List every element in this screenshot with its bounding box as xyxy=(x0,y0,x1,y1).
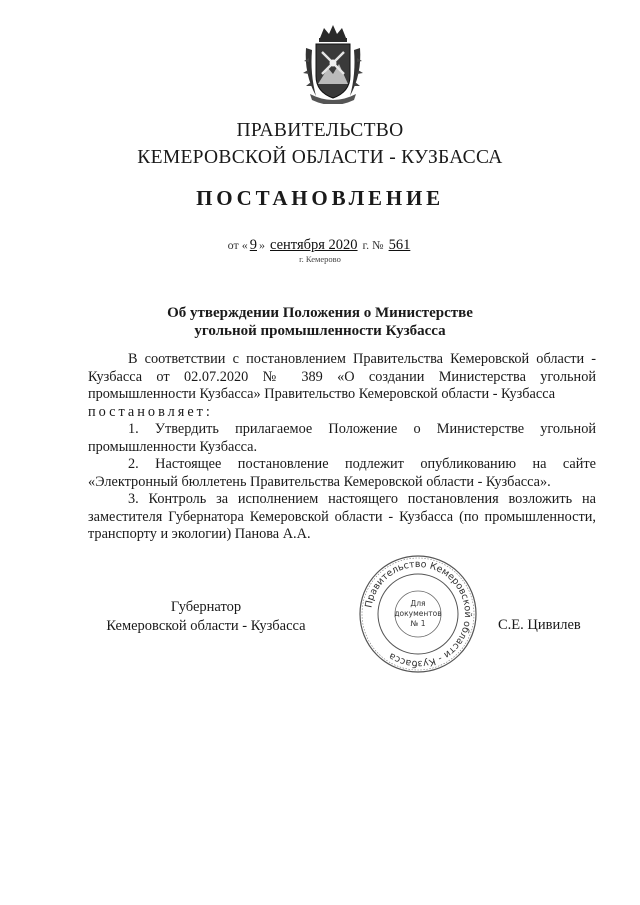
official-stamp xyxy=(358,554,478,674)
subject-line1: Об утверждении Положения о Министерстве xyxy=(167,305,473,321)
document-city: г. Кемерово xyxy=(299,254,341,264)
stamp-center-line1: Для xyxy=(410,599,426,608)
body-item-2: 2. Настоящее постановление подлежит опубликованию на сайте «Электронный бюллетень Правительства Кемеровской области - Кузбасса». xyxy=(88,456,596,490)
signatory-title xyxy=(96,598,316,636)
stamp-ring-text: Правительство Кемеровской области - Кузбасса xyxy=(363,558,474,670)
coat-of-arms-emblem xyxy=(302,24,364,104)
signatory-name: С.Е. Цивилев xyxy=(498,617,581,633)
number-sign: № xyxy=(372,238,384,252)
stamp-center-line2: документов xyxy=(394,609,442,618)
body-item-3: 3. Контроль за исполнением настоящего постановления возложить на заместителя Губернатора Кемеровской области - Кузбасса (по промышленности, транспорту и экологии) Панова А.А. xyxy=(88,491,596,542)
date-day: 9 xyxy=(249,237,257,253)
stamp-center-line3: № 1 xyxy=(410,619,426,628)
body-item-1: 1. Утвердить прилагаемое Положение о Министерстве угольной промышленности Кузбасса. xyxy=(88,421,596,455)
subject-line2: угольной промышленности Кузбасса xyxy=(194,322,446,339)
document-number: 561 xyxy=(388,237,411,253)
government-title-line2: КЕМЕРОВСКОЙ ОБЛАСТИ - КУЗБАССА xyxy=(137,147,503,168)
date-prefix: от « xyxy=(227,238,248,252)
body-decrees: постановляет: xyxy=(88,403,213,420)
document-body xyxy=(88,351,596,544)
date-year-suffix: г. xyxy=(362,238,370,252)
signatory-title-line1: Губернатор xyxy=(170,599,242,615)
date-quote-close: » xyxy=(259,238,265,252)
government-title-line1: ПРАВИТЕЛЬСТВО xyxy=(236,120,404,141)
document-type-heading: ПОСТАНОВЛЕНИЕ xyxy=(196,186,444,210)
body-intro: В соответствии с постановлением Правительства Кемеровской области - Кузбасса от 02.07.2020 № 389 «О создании Министерства угольной промышленности Кузбасса» Правительство Кемеровской области - Кузбасса xyxy=(88,351,596,402)
document-date-number-line xyxy=(0,237,640,254)
signatory-title-line2: Кемеровской области - Кузбасса xyxy=(106,618,306,634)
document-subject xyxy=(0,305,640,340)
date-month-year: сентября 2020 xyxy=(270,237,358,253)
